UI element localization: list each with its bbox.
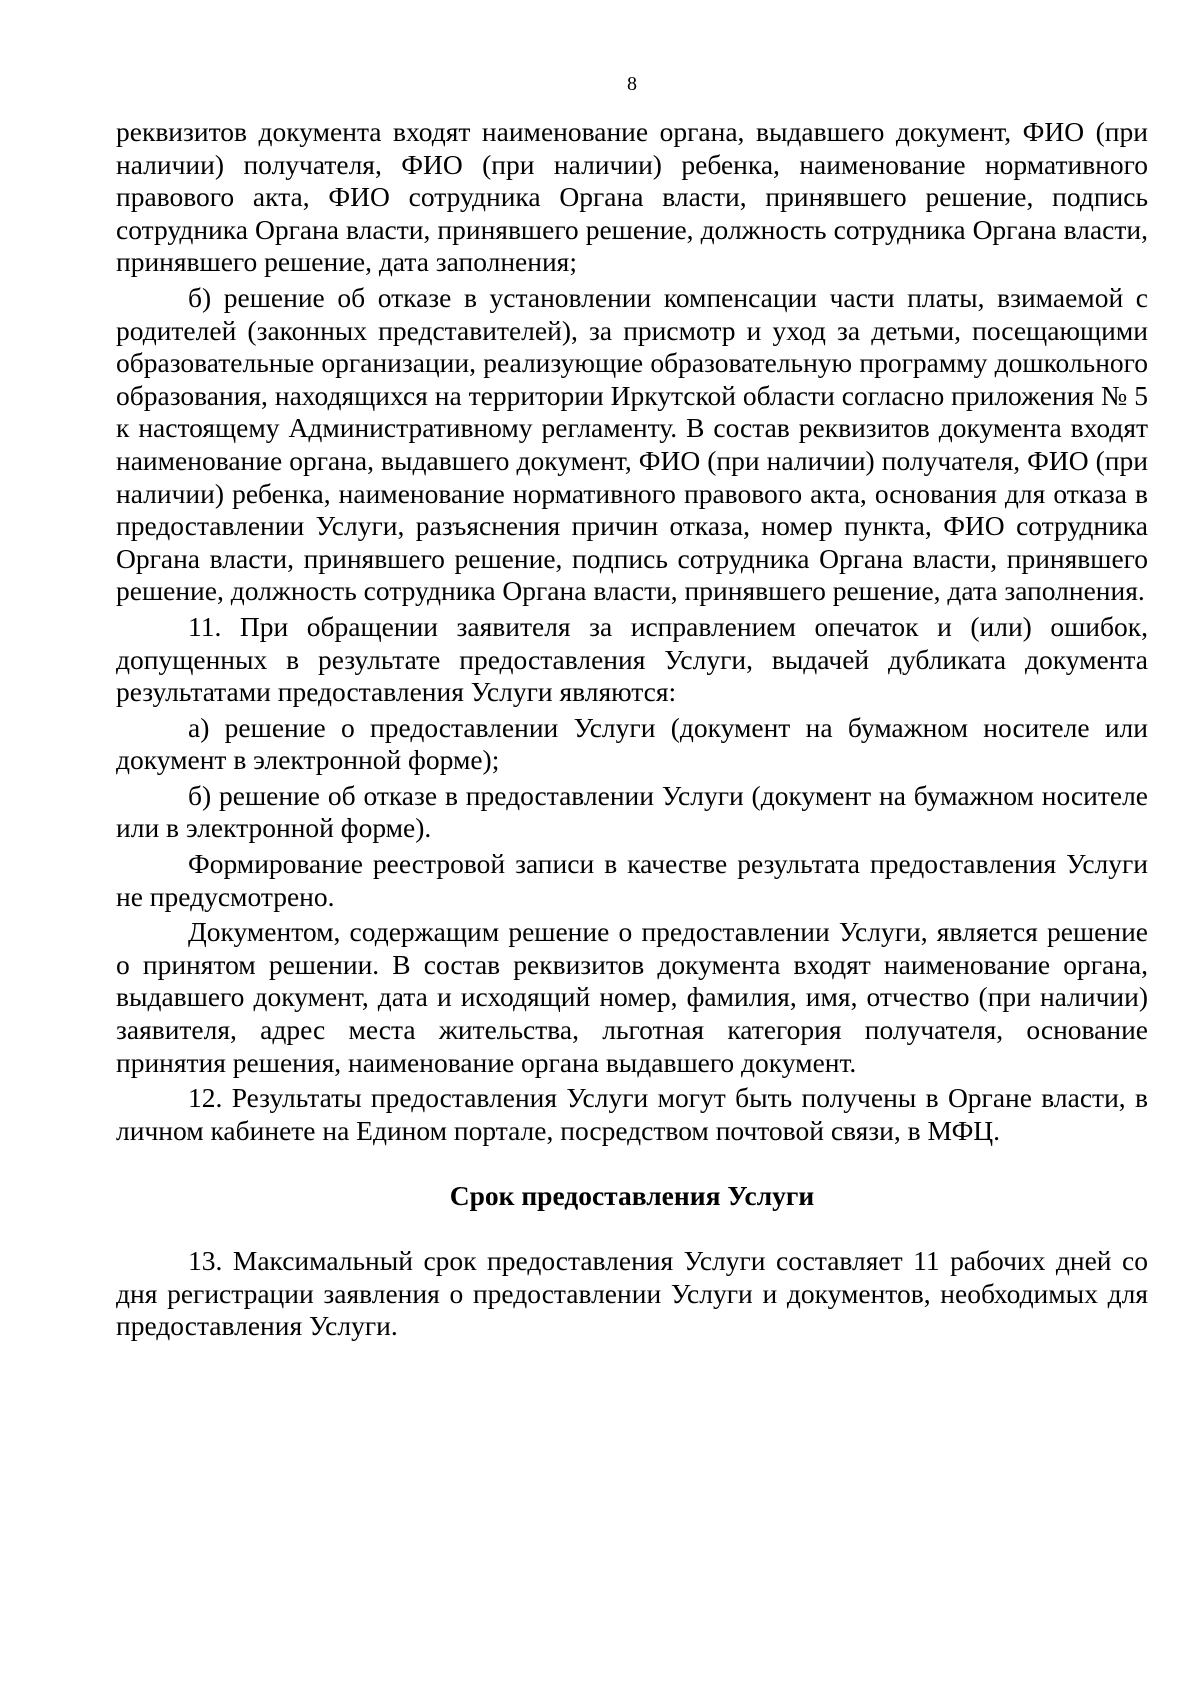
- paragraph-item-11: 11. При обращении заявителя за исправлением опечаток и (или) ошибок, допущенных в результате предоставления Услуги, выдачей дубликата документа результатами предоставления Услуги являются:: [116, 610, 1148, 708]
- paragraph-item-11-b: б) решение об отказе в предоставлении Услуги (документ на бумажном носителе или в электронной форме).: [116, 779, 1148, 844]
- paragraph-continuation: реквизитов документа входят наименование органа, выдавшего документ, ФИО (при наличии) получателя, ФИО (при наличии) ребенка, наименование нормативного правового акта, ФИО сотрудника Органа власти, принявшего решение, подпись сотрудника Органа власти, принявшего решение, должность сотрудника Органа власти, принявшего решение, дата заполнения;: [116, 116, 1148, 278]
- document-body: [116, 116, 1148, 1343]
- paragraph-registry-record: Формирование реестровой записи в качестве результата предоставления Услуги не предусмотрено.: [116, 848, 1148, 912]
- page-number: 8: [627, 73, 637, 95]
- paragraph-item-13: 13. Максимальный срок предоставления Услуги составляет 11 рабочих дней со дня регистрации заявления о предоставлении Услуги и документов, необходимых для предоставления Услуги.: [116, 1245, 1148, 1342]
- paragraph-refusal-decision: б) решение об отказе в установлении компенсации части платы, взимаемой с родителей (законных представителей), за присмотр и уход за детьми, посещающими образовательные организации, реализующие образовательную программу дошкольного образования, находящихся на территории Иркутской области согласно приложения № 5 к настоящему Административному регламенту. В состав реквизитов документа входят наименование органа, выдавшего документ, ФИО (при наличии) получателя, ФИО (при наличии) ребенка, наименование нормативного правового акта, основания для отказа в предоставлении Услуги, разъяснения причин отказа, номер пункта, ФИО сотрудника Органа власти, принявшего решение, подпись сотрудника Органа власти, принявшего решение, должность сотрудника Органа власти, принявшего решение, дата заполнения.: [116, 281, 1148, 607]
- paragraph-item-11-a: а) решение о предоставлении Услуги (документ на бумажном носителе или документ в электронной форме);: [116, 711, 1148, 776]
- section-heading: Срок предоставления Услуги: [449, 1180, 815, 1212]
- paragraph-item-12: 12. Результаты предоставления Услуги могут быть получены в Органе власти, в личном кабинете на Едином портале, посредством почтовой связи, в МФЦ.: [116, 1082, 1148, 1146]
- paragraph-decision-document: Документом, содержащим решение о предоставлении Услуги, является решение о принятом решении. В состав реквизитов документа входят наименование органа, выдавшего документ, дата и исходящий номер, фамилия, имя, отчество (при наличии) заявителя, адрес места жительства, льготная категория получателя, основание принятия решения, наименование органа выдавшего документ.: [116, 916, 1148, 1078]
